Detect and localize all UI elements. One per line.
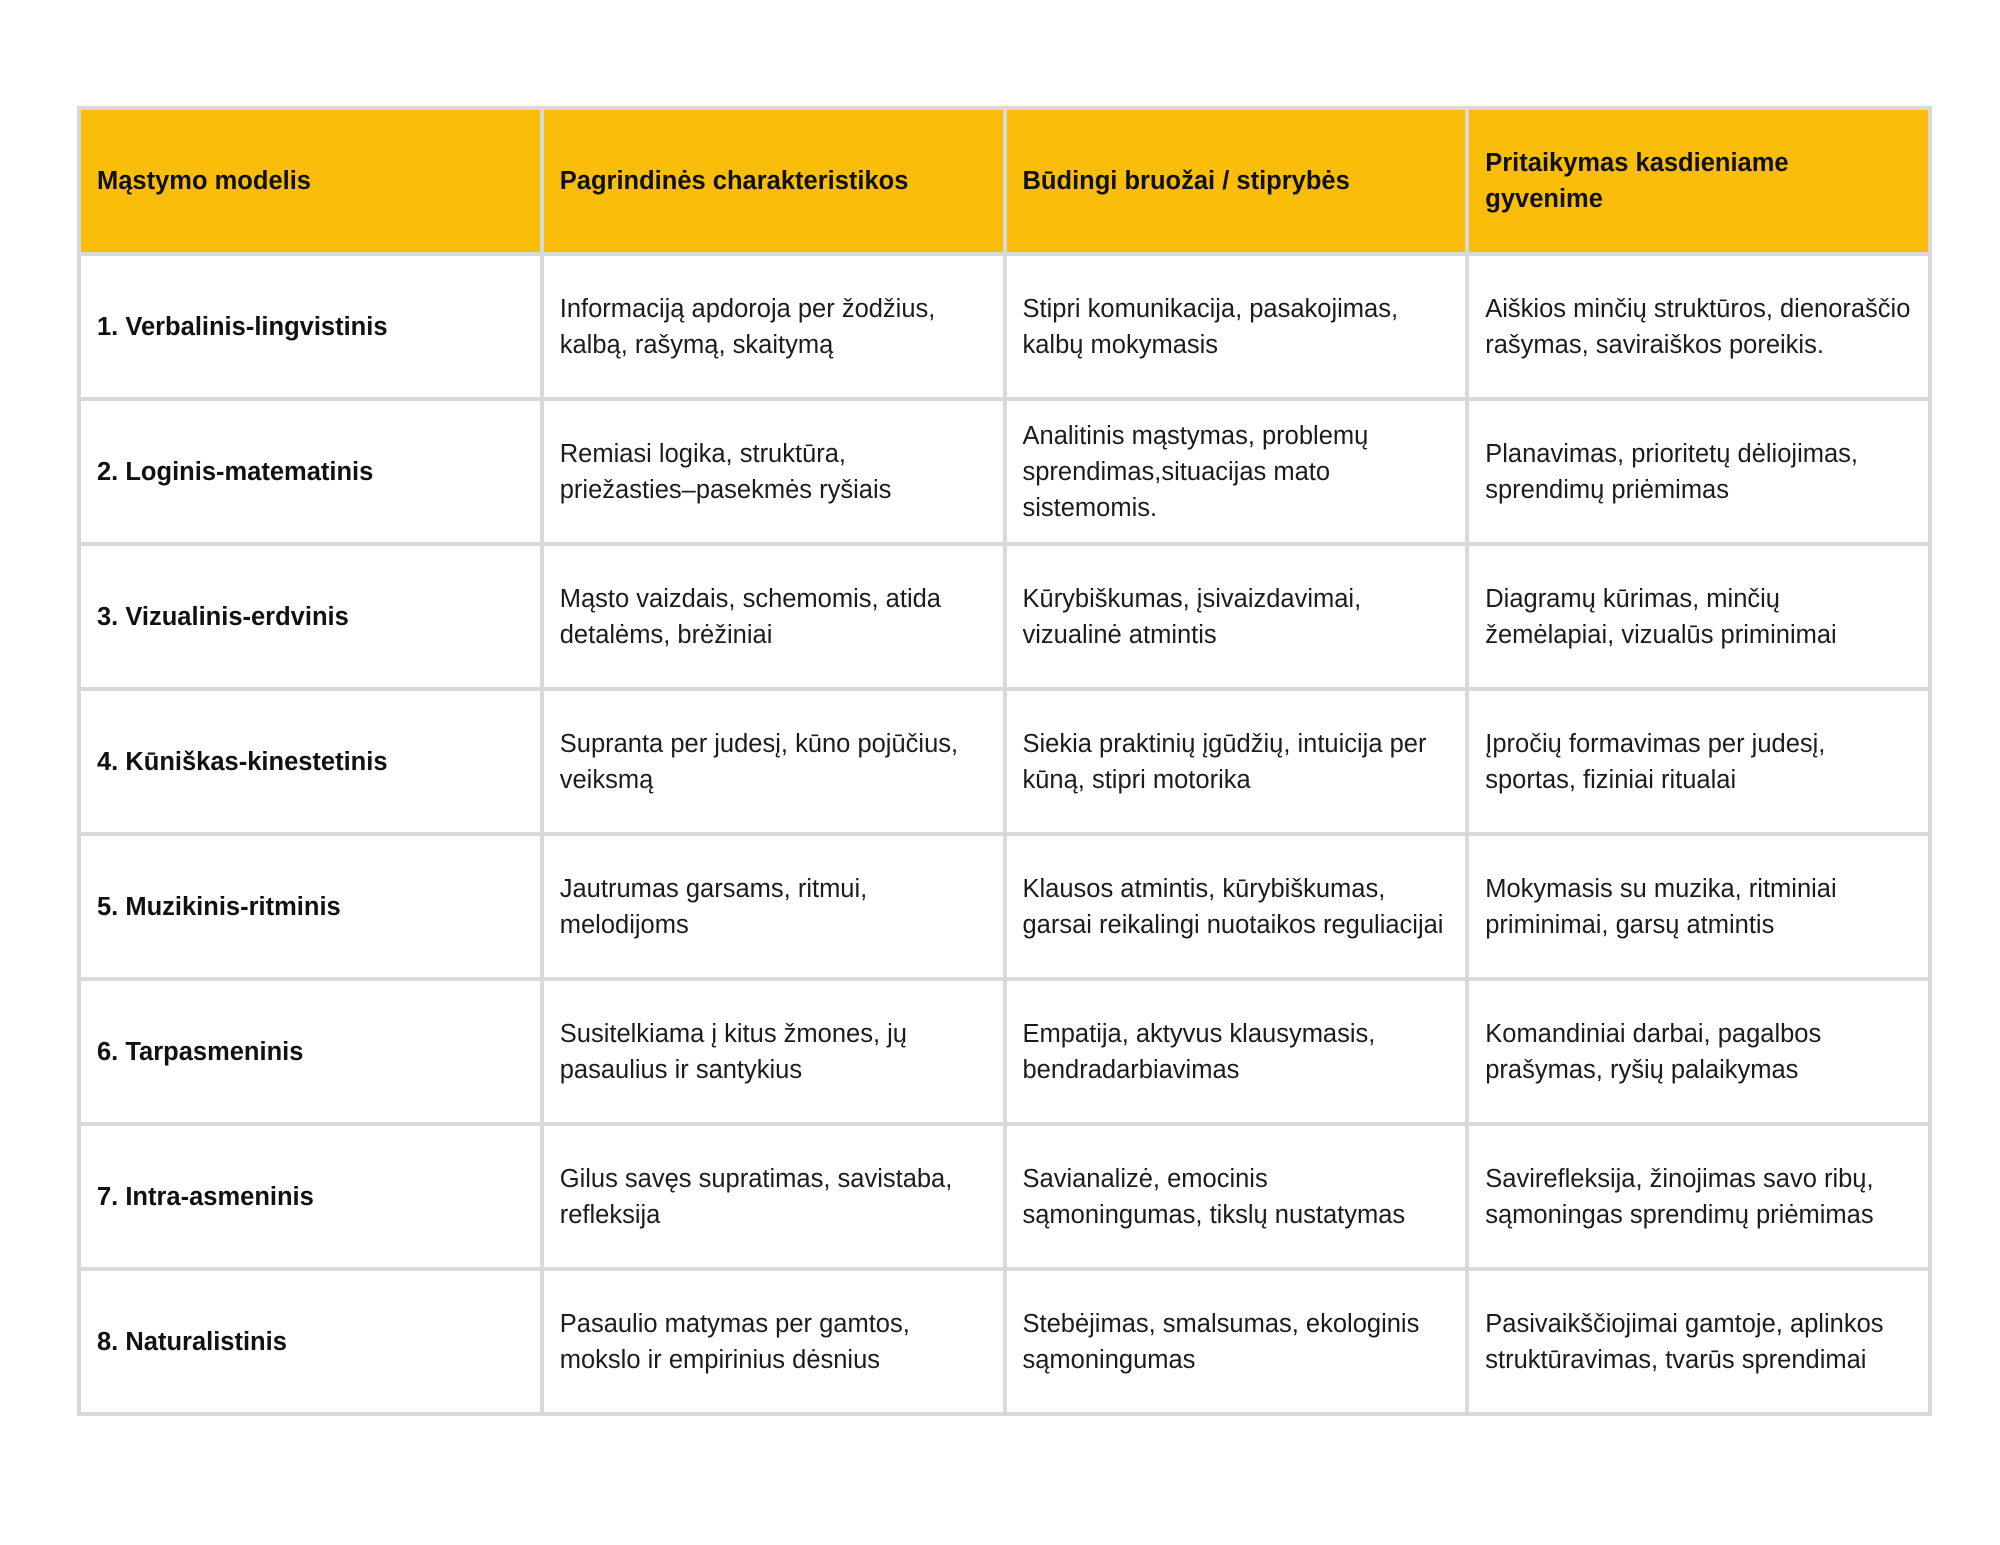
application-cell: Diagramų kūrimas, minčių žemėlapiai, vizualūs priminimai — [1467, 544, 1930, 689]
characteristics-cell: Jautrumas garsams, ritmui, melodijoms — [542, 834, 1005, 979]
model-cell: 3. Vizualinis-erdvinis — [79, 544, 542, 689]
thinking-models-table — [77, 106, 1932, 1416]
application-cell: Mokymasis su muzika, ritminiai priminimai, garsų atmintis — [1467, 834, 1930, 979]
table-row — [79, 979, 1930, 1124]
table-row — [79, 399, 1930, 544]
strengths-cell: Kūrybiškumas, įsivaizdavimai, vizualinė atmintis — [1005, 544, 1468, 689]
model-cell: 1. Verbalinis-lingvistinis — [79, 254, 542, 399]
header-application: Pritaikymas kasdieniame gyvenime — [1467, 108, 1930, 254]
model-cell: 4. Kūniškas-kinestetinis — [79, 689, 542, 834]
model-cell: 2. Loginis-matematinis — [79, 399, 542, 544]
application-cell: Komandiniai darbai, pagalbos prašymas, ryšių palaikymas — [1467, 979, 1930, 1124]
characteristics-cell: Supranta per judesį, kūno pojūčius, veiksmą — [542, 689, 1005, 834]
model-cell: 6. Tarpasmeninis — [79, 979, 542, 1124]
table-row — [79, 834, 1930, 979]
characteristics-cell: Gilus savęs supratimas, savistaba, refleksija — [542, 1124, 1005, 1269]
characteristics-cell: Informaciją apdoroja per žodžius, kalbą, rašymą, skaitymą — [542, 254, 1005, 399]
strengths-cell: Empatija, aktyvus klausymasis, bendradarbiavimas — [1005, 979, 1468, 1124]
strengths-cell: Klausos atmintis, kūrybiškumas, garsai reikalingi nuotaikos reguliacijai — [1005, 834, 1468, 979]
application-cell: Aiškios minčių struktūros, dienoraščio rašymas, saviraiškos poreikis. — [1467, 254, 1930, 399]
header-strengths: Būdingi bruožai / stiprybės — [1005, 108, 1468, 254]
strengths-cell: Savianalizė, emocinis sąmoningumas, tikslų nustatymas — [1005, 1124, 1468, 1269]
table-row — [79, 1124, 1930, 1269]
application-cell: Savirefleksija, žinojimas savo ribų, sąmoningas sprendimų priėmimas — [1467, 1124, 1930, 1269]
application-cell: Planavimas, prioritetų dėliojimas, sprendimų priėmimas — [1467, 399, 1930, 544]
strengths-cell: Analitinis mąstymas, problemų sprendimas,situacijas mato sistemomis. — [1005, 399, 1468, 544]
characteristics-cell: Remiasi logika, struktūra, priežasties–pasekmės ryšiais — [542, 399, 1005, 544]
characteristics-cell: Susitelkiama į kitus žmones, jų pasaulius ir santykius — [542, 979, 1005, 1124]
header-row — [79, 108, 1930, 254]
model-cell: 5. Muzikinis-ritminis — [79, 834, 542, 979]
model-cell: 7. Intra-asmeninis — [79, 1124, 542, 1269]
table-row — [79, 544, 1930, 689]
header-characteristics: Pagrindinės charakteristikos — [542, 108, 1005, 254]
characteristics-cell: Mąsto vaizdais, schemomis, atida detalėms, brėžiniai — [542, 544, 1005, 689]
characteristics-cell: Pasaulio matymas per gamtos, mokslo ir empirinius dėsnius — [542, 1269, 1005, 1414]
strengths-cell: Stipri komunikacija, pasakojimas, kalbų mokymasis — [1005, 254, 1468, 399]
strengths-cell: Stebėjimas, smalsumas, ekologinis sąmoningumas — [1005, 1269, 1468, 1414]
table-row — [79, 254, 1930, 399]
table-row — [79, 1269, 1930, 1414]
table-body — [79, 254, 1930, 1414]
application-cell: Pasivaikščiojimai gamtoje, aplinkos struktūravimas, tvarūs sprendimai — [1467, 1269, 1930, 1414]
table-header — [79, 108, 1930, 254]
thinking-models-table-container — [77, 106, 1932, 1416]
model-cell: 8. Naturalistinis — [79, 1269, 542, 1414]
application-cell: Įpročių formavimas per judesį, sportas, fiziniai ritualai — [1467, 689, 1930, 834]
table-row — [79, 689, 1930, 834]
strengths-cell: Siekia praktinių įgūdžių, intuicija per kūną, stipri motorika — [1005, 689, 1468, 834]
header-model: Mąstymo modelis — [79, 108, 542, 254]
